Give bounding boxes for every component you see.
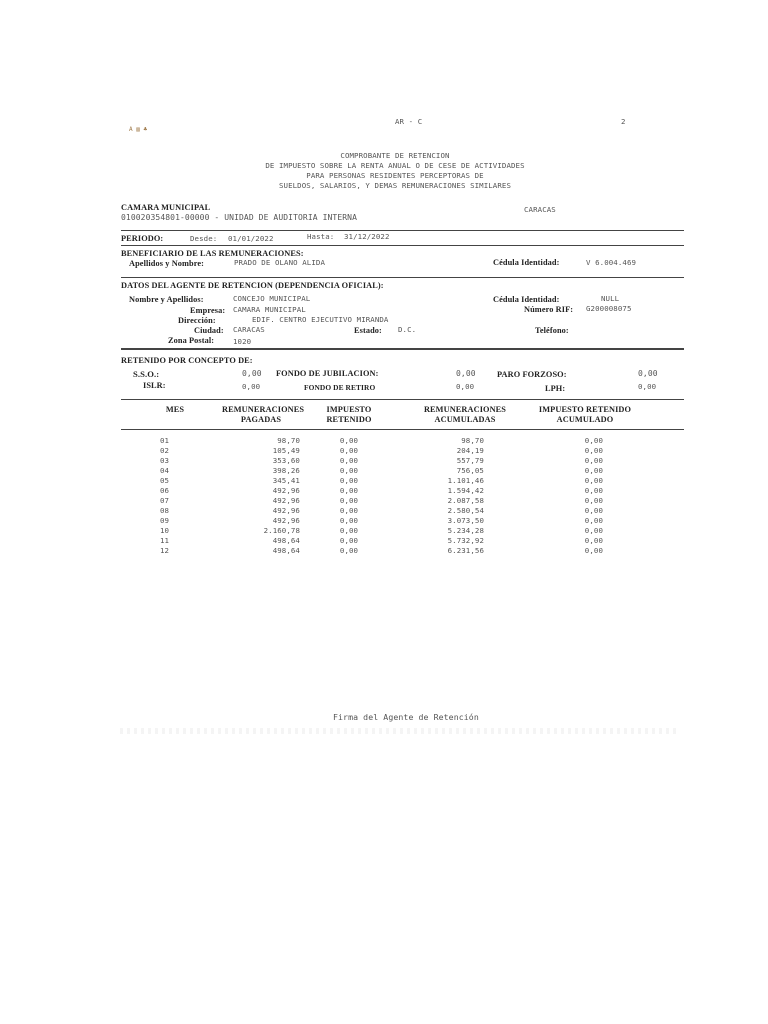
agente-cedula: NULL bbox=[601, 294, 620, 303]
cell-mes: 09 bbox=[160, 516, 170, 525]
header-remuneraciones-acumuladas-1: REMUNERACIONES bbox=[423, 405, 507, 414]
hasta-value: 31/12/2022 bbox=[344, 232, 390, 241]
cell-pagadas: 498,64 bbox=[272, 536, 300, 545]
agente-nombre-label: Nombre y Apellidos: bbox=[129, 295, 204, 304]
desde-value: 01/01/2022 bbox=[228, 234, 274, 243]
title-line-4: SUELDOS, SALARIOS, Y DEMAS REMUNERACIONES SIMILARES bbox=[278, 181, 512, 190]
beneficiario-cedula-label: Cédula Identidad: bbox=[493, 258, 560, 267]
agente-rif: G200008075 bbox=[586, 304, 632, 313]
cell-retenido-acumulado: 0,00 bbox=[584, 476, 603, 485]
cell-acumuladas: 98,70 bbox=[461, 436, 484, 445]
agente-estado: D.C. bbox=[398, 325, 417, 334]
cell-retenido-acumulado: 0,00 bbox=[584, 546, 603, 555]
cell-retenido-acumulado: 0,00 bbox=[584, 516, 603, 525]
cell-acumuladas: 3.073,50 bbox=[447, 516, 484, 525]
divider bbox=[121, 277, 684, 278]
hasta-label: Hasta: bbox=[307, 232, 335, 241]
cell-mes: 10 bbox=[160, 526, 170, 535]
agente-telefono-label: Teléfono: bbox=[535, 326, 569, 335]
cell-pagadas: 492,96 bbox=[272, 506, 300, 515]
agente-section: DATOS DEL AGENTE DE RETENCION (DEPENDENCIA OFICIAL): bbox=[121, 281, 384, 290]
cell-pagadas: 492,96 bbox=[272, 486, 300, 495]
lph-label: LPH: bbox=[545, 384, 566, 393]
cell-acumuladas: 1.101,46 bbox=[447, 476, 484, 485]
cell-pagadas: 2.160,78 bbox=[263, 526, 300, 535]
cell-pagadas: 353,60 bbox=[272, 456, 300, 465]
cell-mes: 07 bbox=[160, 496, 170, 505]
cell-retenido: 0,00 bbox=[339, 466, 359, 475]
cell-mes: 08 bbox=[160, 506, 170, 515]
agente-empresa-label: Empresa: bbox=[190, 306, 226, 315]
cell-mes: 01 bbox=[160, 436, 170, 445]
agente-zona: 1020 bbox=[233, 337, 252, 346]
cell-acumuladas: 557,79 bbox=[456, 456, 484, 465]
beneficiario-nombre: PRADO DE OLANO ALIDA bbox=[234, 258, 325, 267]
firma-agente: Firma del Agente de Retención bbox=[333, 712, 479, 722]
agente-ciudad: CARACAS bbox=[233, 325, 265, 334]
cell-retenido: 0,00 bbox=[339, 516, 359, 525]
retenido-section: RETENIDO POR CONCEPTO DE: bbox=[121, 356, 253, 365]
footer-faint-line bbox=[120, 728, 680, 734]
cell-retenido-acumulado: 0,00 bbox=[584, 446, 603, 455]
cell-retenido-acumulado: 0,00 bbox=[584, 526, 603, 535]
cell-retenido: 0,00 bbox=[339, 476, 359, 485]
beneficiario-section: BENEFICIARIO DE LAS REMUNERACIONES: bbox=[121, 249, 304, 258]
title-line-2: DE IMPUESTO SOBRE LA RENTA ANUAL O DE CESE DE ACTIVIDADES bbox=[265, 161, 525, 170]
islr-label: ISLR: bbox=[143, 381, 166, 390]
agente-ciudad-label: Ciudad: bbox=[194, 326, 224, 335]
cell-retenido-acumulado: 0,00 bbox=[584, 536, 603, 545]
cell-pagadas: 492,96 bbox=[272, 496, 300, 505]
paro-label: PARO FORZOSO: bbox=[497, 370, 567, 379]
cell-acumuladas: 2.580,54 bbox=[447, 506, 484, 515]
beneficiario-nombre-label: Apellidos y Nombre: bbox=[129, 259, 205, 268]
cell-acumuladas: 6.231,56 bbox=[447, 546, 484, 555]
cell-retenido: 0,00 bbox=[339, 546, 359, 555]
cell-mes: 02 bbox=[160, 446, 170, 455]
paro-value: 0,00 bbox=[638, 369, 658, 378]
agente-nombre: CONCEJO MUNICIPAL bbox=[233, 294, 311, 303]
page-number: 2 bbox=[621, 117, 626, 126]
cell-retenido: 0,00 bbox=[339, 536, 359, 545]
cell-retenido: 0,00 bbox=[339, 486, 359, 495]
divider bbox=[121, 245, 684, 246]
retiro-label: FONDO DE RETIRO bbox=[304, 383, 376, 392]
cell-retenido: 0,00 bbox=[339, 506, 359, 515]
cell-mes: 04 bbox=[160, 466, 170, 475]
header-remuneraciones-pagadas-1: REMUNERACIONES bbox=[222, 405, 305, 414]
cell-acumuladas: 5.732,92 bbox=[447, 536, 484, 545]
cell-acumuladas: 756,05 bbox=[456, 466, 484, 475]
cell-pagadas: 345,41 bbox=[272, 476, 300, 485]
header-mes: MES bbox=[165, 405, 185, 414]
divider bbox=[121, 348, 684, 350]
sso-value: 0,00 bbox=[242, 369, 262, 378]
cell-mes: 03 bbox=[160, 456, 170, 465]
agente-estado-label: Estado: bbox=[354, 326, 382, 335]
divider bbox=[121, 230, 684, 231]
periodo-label: PERIODO: bbox=[121, 234, 164, 243]
desde-label: Desde: bbox=[190, 234, 218, 243]
cell-acumuladas: 204,19 bbox=[456, 446, 484, 455]
sso-label: S.S.O.: bbox=[133, 369, 160, 379]
jubilacion-value: 0,00 bbox=[456, 369, 476, 378]
agente-direccion-label: Dirección: bbox=[178, 316, 216, 325]
lph-value: 0,00 bbox=[638, 382, 657, 391]
header-remuneraciones-acumuladas-2: ACUMULADAS bbox=[434, 415, 496, 424]
retiro-value: 0,00 bbox=[456, 382, 475, 391]
form-code: AR - C bbox=[395, 117, 423, 126]
cell-retenido-acumulado: 0,00 bbox=[584, 486, 603, 495]
cell-retenido-acumulado: 0,00 bbox=[584, 456, 603, 465]
header-impuesto-retenido-2: RETENIDO bbox=[326, 415, 372, 424]
org-city: CARACAS bbox=[524, 205, 556, 214]
cell-pagadas: 498,64 bbox=[272, 546, 300, 555]
cell-retenido-acumulado: 0,00 bbox=[584, 436, 603, 445]
cell-retenido: 0,00 bbox=[339, 526, 359, 535]
cell-pagadas: 492,96 bbox=[272, 516, 300, 525]
header-remuneraciones-pagadas-2: PAGADAS bbox=[240, 415, 282, 424]
beneficiario-cedula: V 6.004.469 bbox=[586, 258, 637, 267]
divider bbox=[121, 429, 684, 430]
agente-direccion: EDIF. CENTRO EJECUTIVO MIRANDA bbox=[252, 315, 389, 324]
header-impuesto-retenido-1: IMPUESTO bbox=[326, 405, 372, 414]
cell-retenido: 0,00 bbox=[339, 456, 359, 465]
cell-mes: 06 bbox=[160, 486, 170, 495]
cell-acumuladas: 5.234,28 bbox=[447, 526, 484, 535]
cell-mes: 11 bbox=[160, 536, 170, 545]
agente-rif-label: Número RIF: bbox=[524, 305, 574, 314]
agente-zona-label: Zona Postal: bbox=[168, 336, 215, 345]
cell-acumuladas: 2.087,58 bbox=[447, 496, 484, 505]
cell-retenido: 0,00 bbox=[339, 446, 359, 455]
header-impuesto-acumulado-1: IMPUESTO RETENIDO bbox=[538, 405, 632, 414]
cell-pagadas: 98,70 bbox=[277, 436, 300, 445]
cell-retenido-acumulado: 0,00 bbox=[584, 466, 603, 475]
islr-value: 0,00 bbox=[242, 382, 261, 391]
cell-retenido: 0,00 bbox=[339, 436, 359, 445]
org-code-unit: 010020354801-00000 - UNIDAD DE AUDITORIA INTERNA bbox=[121, 213, 357, 222]
org-name: CAMARA MUNICIPAL bbox=[121, 203, 211, 212]
cell-retenido-acumulado: 0,00 bbox=[584, 506, 603, 515]
cell-retenido: 0,00 bbox=[339, 496, 359, 505]
cell-pagadas: 398,26 bbox=[272, 466, 300, 475]
cell-retenido-acumulado: 0,00 bbox=[584, 496, 603, 505]
cell-mes: 12 bbox=[160, 546, 170, 555]
logo-icon: A ▥ ♣ bbox=[129, 126, 148, 133]
cell-mes: 05 bbox=[160, 476, 170, 485]
cell-pagadas: 105,49 bbox=[272, 446, 300, 455]
agente-cedula-label: Cédula Identidad: bbox=[493, 295, 560, 304]
title-line-3: PARA PERSONAS RESIDENTES PERCEPTORAS DE bbox=[306, 171, 484, 180]
divider bbox=[121, 399, 684, 400]
header-impuesto-acumulado-2: ACUMULADO bbox=[556, 415, 614, 424]
agente-empresa: CAMARA MUNICIPAL bbox=[233, 305, 306, 314]
cell-acumuladas: 1.594,42 bbox=[447, 486, 484, 495]
title-line-1: COMPROBANTE DE RETENCION bbox=[340, 151, 450, 160]
jubilacion-label: FONDO DE JUBILACION: bbox=[276, 369, 379, 378]
